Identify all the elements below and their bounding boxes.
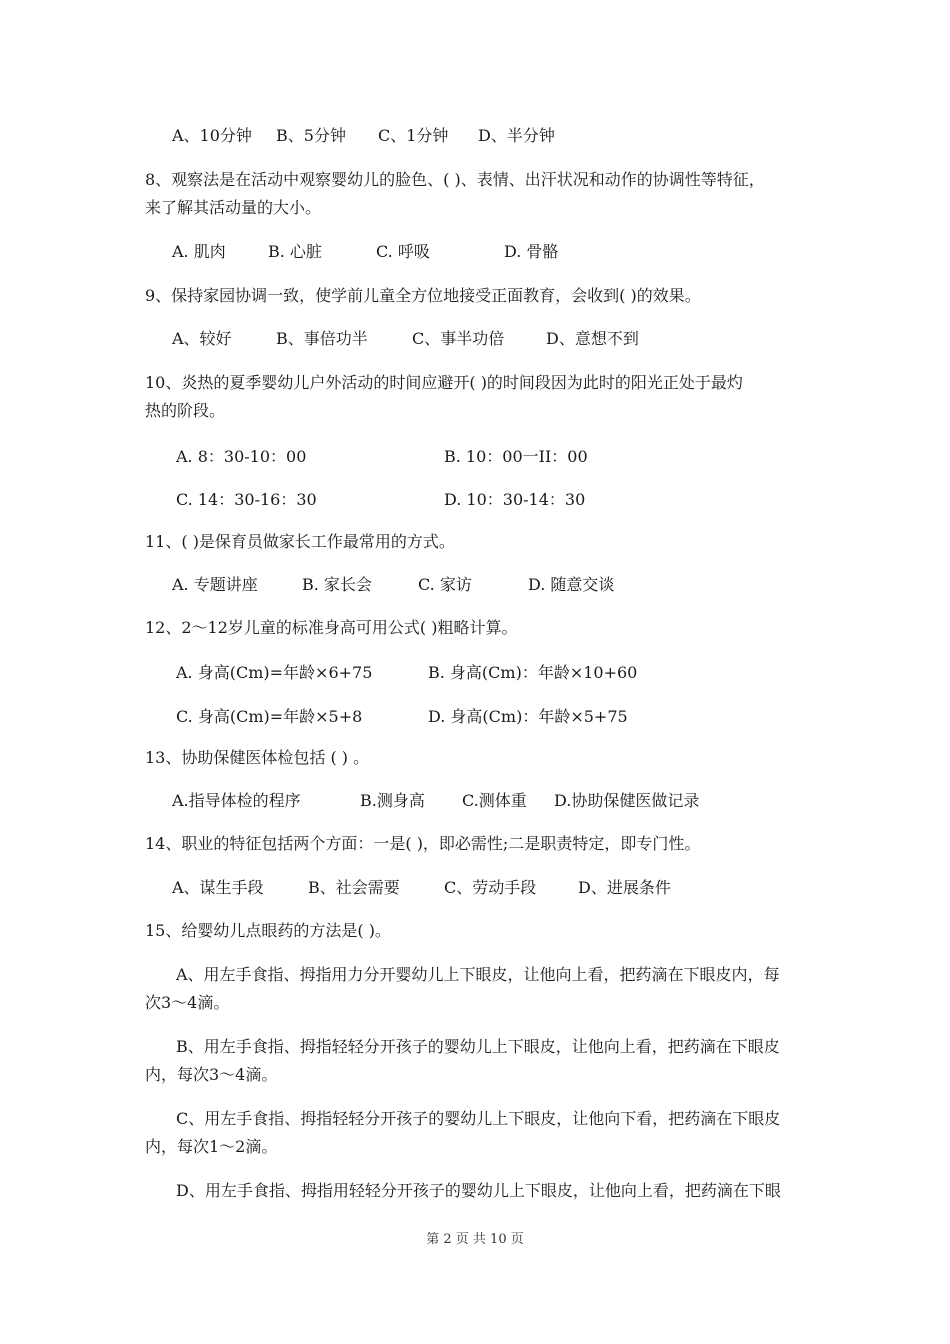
q13-options [172, 790, 699, 812]
q12-option-b: B. 身高(Cm)：年龄×10+60 [428, 663, 638, 682]
q11-text: 11、( )是保育员做家长工作最常用的方式。 [145, 532, 455, 551]
q12-text: 12、2～12岁儿童的标准身高可用公式( )粗略计算。 [145, 618, 518, 637]
q13-option-d: D.协助保健医做记录 [554, 791, 700, 810]
q15-option-c-line1: C、用左手食指、拇指轻轻分开孩子的婴幼儿上下眼皮，让他向下看，把药滴在下眼皮 [176, 1109, 781, 1128]
q8-text-line2: 来了解其活动量的大小。 [145, 198, 322, 217]
q14-option-d: D、进展条件 [578, 878, 671, 897]
q10-option-a: A. 8：30-10：00 [176, 447, 307, 466]
q12-option-c: C. 身高(Cm)=年龄×5+8 [176, 707, 363, 726]
q11-option-b: B. 家长会 [302, 575, 372, 594]
q7-option-a: A、10分钟 [172, 126, 252, 145]
q15-text: 15、给婴幼儿点眼药的方法是( )。 [145, 921, 391, 940]
q13-option-b: B.测身高 [360, 791, 425, 810]
q8-text-line1: 8、观察法是在活动中观察婴幼儿的脸色、( )、表情、出汗状况和动作的协调性等特征， [145, 170, 765, 189]
q11-option-d: D. 随意交谈 [528, 575, 615, 594]
page-footer: 第 2 页 共 10 页 [426, 1232, 524, 1247]
q9-text: 9、保持家园协调一致，使学前儿童全方位地接受正面教育，会收到( )的效果。 [145, 286, 701, 305]
q11-options [172, 574, 614, 596]
q8-option-d: D. 骨骼 [504, 242, 559, 261]
q15-option-d-line1: D、用左手食指、拇指用轻轻分开孩子的婴幼儿上下眼皮，让他向上看，把药滴在下眼 [176, 1181, 781, 1200]
q10-text-line1: 10、炎热的夏季婴幼儿户外活动的时间应避开( )的时间段因为此时的阳光正处于最灼 [145, 373, 743, 392]
q15-option-b-line2: 内，每次3～4滴。 [145, 1065, 278, 1084]
q7-options [172, 125, 555, 147]
q14-option-c: C、劳动手段 [444, 878, 537, 897]
q12-option-a: A. 身高(Cm)=年龄×6+75 [176, 663, 373, 682]
q7-option-d: D、半分钟 [478, 126, 555, 145]
q10-text-line2: 热的阶段。 [145, 401, 226, 420]
q7-option-c: C、1分钟 [378, 126, 449, 145]
q7-option-b: B、5分钟 [276, 126, 346, 145]
q11-option-a: A. 专题讲座 [172, 575, 258, 594]
q9-option-d: D、意想不到 [546, 329, 639, 348]
q13-text: 13、协助保健医体检包括 ( ) 。 [145, 748, 370, 767]
q9-option-b: B、事倍功半 [276, 329, 368, 348]
q13-option-a: A.指导体检的程序 [172, 791, 301, 810]
q15-option-a-line1: A、用左手食指、拇指用力分开婴幼儿上下眼皮，让他向上看，把药滴在下眼皮内，每 [176, 965, 780, 984]
q15-option-b-line1: B、用左手食指、拇指轻轻分开孩子的婴幼儿上下眼皮，让他向上看，把药滴在下眼皮 [176, 1037, 780, 1056]
q14-options [172, 877, 671, 899]
q10-option-d: D. 10：30-14：30 [444, 490, 586, 509]
q8-option-c: C. 呼吸 [376, 242, 430, 261]
q14-option-b: B、社会需要 [308, 878, 400, 897]
q14-text: 14、职业的特征包括两个方面：一是( )，即必需性;二是职责特定，即专门性。 [145, 834, 701, 853]
q11-option-c: C. 家访 [418, 575, 472, 594]
q14-option-a: A、谋生手段 [172, 878, 264, 897]
q9-options [172, 328, 639, 350]
q9-option-c: C、事半功倍 [412, 329, 505, 348]
q12-option-d: D. 身高(Cm)：年龄×5+75 [428, 707, 628, 726]
q13-option-c: C.测体重 [462, 791, 527, 810]
q10-option-b: B. 10：00一II：00 [444, 447, 588, 466]
q8-option-a: A. 肌肉 [172, 242, 226, 261]
q8-options [172, 241, 558, 263]
q10-option-c: C. 14：30-16：30 [176, 490, 317, 509]
q8-option-b: B. 心脏 [268, 242, 322, 261]
q15-option-c-line2: 内，每次1～2滴。 [145, 1137, 278, 1156]
q15-option-a-line2: 次3～4滴。 [145, 993, 230, 1012]
q9-option-a: A、较好 [172, 329, 232, 348]
